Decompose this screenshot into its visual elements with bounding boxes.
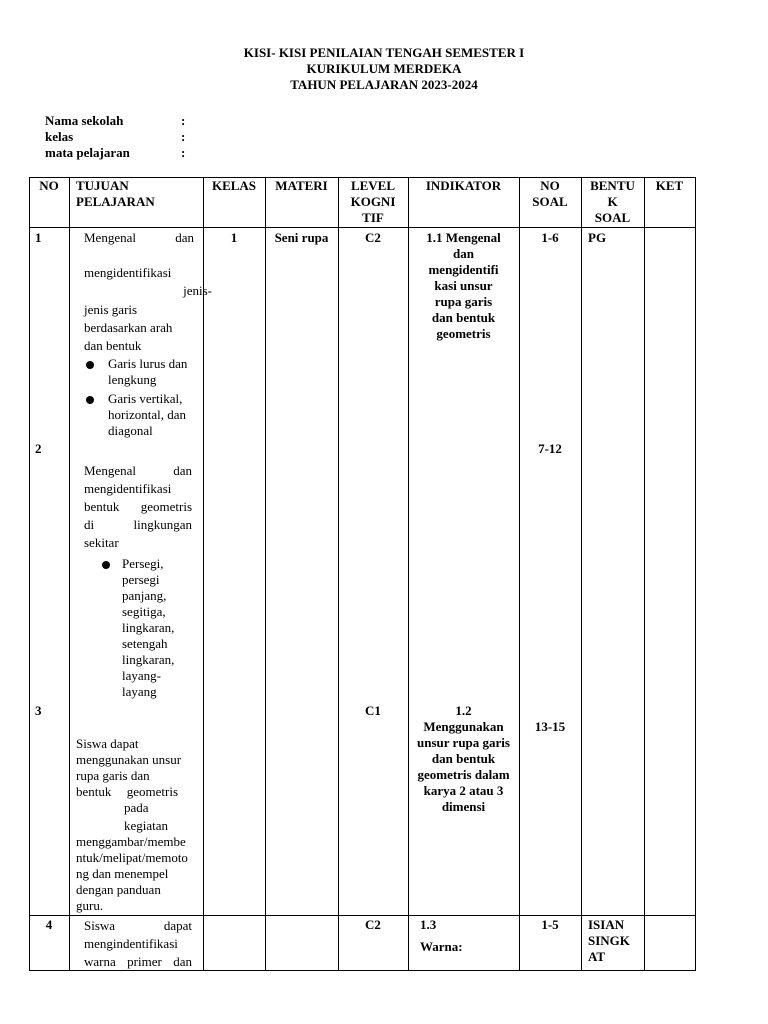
tp4-line — [84, 953, 192, 971]
indikator-line: dan — [453, 246, 474, 261]
row-number: 4 — [45, 917, 53, 932]
column-border — [695, 177, 696, 971]
level-value: C2 — [365, 917, 381, 932]
school-name-row — [45, 113, 191, 129]
tp2-line — [84, 462, 192, 480]
tp1-bullet-line: lengkung — [108, 372, 157, 387]
tp3-line: guru. — [76, 898, 104, 913]
indikator-line: unsur rupa garis — [417, 735, 510, 750]
indikator-1-3 — [420, 917, 463, 955]
indikator-1-1 — [408, 230, 519, 342]
tp2-bullet-line: segitiga, — [122, 604, 166, 619]
tp3-tail-block — [76, 834, 188, 914]
indikator-line: geometris dalam — [417, 767, 510, 782]
bentuk-line: AT — [588, 949, 606, 964]
tp3-line: kegiatan — [124, 818, 169, 833]
header-level-line: KOGNI — [350, 194, 396, 209]
tp2-bullet-line: setengah — [122, 636, 168, 651]
materi-value: Seni rupa — [274, 230, 329, 245]
column-border — [581, 177, 582, 971]
indikator-line: mengidentifi — [428, 262, 499, 277]
tp4-word: warna — [84, 954, 116, 969]
tp1-word: Mengenal — [84, 230, 136, 245]
header-no-soal-line: SOAL — [532, 194, 568, 209]
tp3-text-block — [76, 736, 181, 784]
tp4-line: mengindentifikasi — [84, 936, 178, 951]
tp2-line — [84, 498, 192, 516]
tp2-line: mengidentifikasi — [84, 481, 172, 496]
subject-colon: : — [181, 145, 186, 160]
school-name-label: Nama sekolah — [45, 113, 124, 128]
column-border — [519, 177, 520, 971]
tp4-word: dapat — [163, 918, 192, 933]
tp2-bullet-line: persegi — [122, 572, 160, 587]
tp3-line — [76, 784, 178, 800]
bullet-icon — [86, 361, 94, 369]
tp1-text-block — [84, 301, 172, 355]
header-bentuk-line: SOAL — [594, 210, 631, 225]
indikator-line: dan bentuk — [431, 751, 496, 766]
header-indikator: INDIKATOR — [425, 178, 502, 193]
tp3-line: menggambar/membe — [76, 834, 186, 849]
tp2-line: sekitar — [84, 535, 119, 550]
header-level-kognitif — [338, 178, 408, 226]
tp2-word: dan — [173, 463, 192, 478]
indikator-line: rupa garis — [434, 294, 493, 309]
tp1-bullet-item — [108, 356, 187, 388]
tp2-bullet-line: layang — [122, 684, 157, 699]
tp2-word: geometris — [140, 499, 192, 514]
tp3-line: dengan panduan — [76, 882, 161, 897]
bentuk-line: SINGK — [588, 933, 630, 948]
column-border — [29, 177, 30, 971]
tp2-bullet-line: Persegi, — [122, 556, 164, 571]
tp3-line: ng dan menempel — [76, 866, 169, 881]
indikator-line: 1.1 Mengenal — [426, 230, 501, 245]
tp1-line — [84, 283, 212, 299]
row-number: 2 — [35, 441, 42, 456]
column-border — [265, 177, 266, 971]
bentuk-line: ISIAN — [588, 917, 625, 932]
tp3-word: bentuk — [76, 784, 112, 799]
level-value: C1 — [365, 703, 381, 718]
tp2-word: lingkungan — [133, 517, 192, 532]
tp1-word: jenis- — [183, 283, 212, 298]
column-border — [338, 177, 339, 971]
header-bentuk-line: K — [607, 194, 618, 209]
tp2-word: di — [84, 517, 95, 532]
no-soal-value: 1-5 — [541, 917, 559, 932]
tp1-bullet-item — [108, 391, 186, 439]
tp3-word: geometris — [126, 784, 178, 799]
indikator-line: dan bentuk — [431, 310, 496, 325]
tp1-line: dan bentuk — [84, 338, 142, 353]
tp2-bullet-line: panjang, — [122, 588, 167, 603]
bentuk-soal-value — [588, 917, 630, 965]
tp1-line: mengidentifikasi — [84, 265, 172, 280]
indikator-line: 1.3 — [420, 917, 437, 932]
tp2-text-block — [84, 462, 192, 552]
tp4-line — [84, 917, 192, 935]
tp3-line: rupa garis dan — [76, 768, 150, 783]
tp4-word: dan — [173, 954, 193, 969]
tp3-line: Siswa dapat — [76, 736, 139, 751]
header-bentuk-soal — [581, 178, 644, 226]
school-info — [45, 113, 191, 161]
tp2-word: bentuk — [84, 499, 120, 514]
header-level-line: LEVEL — [350, 178, 396, 193]
tp3-line: ntuk/melipat/memoto — [76, 850, 188, 865]
row-border — [29, 915, 696, 916]
header-level-line: TIF — [362, 210, 384, 225]
subject-row — [45, 145, 191, 161]
header-tujuan-line: PELAJARAN — [76, 194, 155, 209]
header-bentuk-line: BENTU — [590, 178, 635, 193]
tp2-bullet-line: lingkaran, — [122, 652, 175, 667]
tp2-bullet-line: lingkaran, — [122, 620, 175, 635]
row-number: 1 — [35, 230, 42, 245]
row-border — [29, 227, 696, 228]
row-number: 3 — [35, 703, 42, 718]
header-kelas: KELAS — [211, 178, 257, 193]
no-soal-value: 13-15 — [534, 719, 566, 734]
class-label: kelas — [45, 129, 74, 144]
title-line-3: TAHUN PELAJARAN 2023-2024 — [290, 77, 478, 92]
subject-label: mata pelajaran — [45, 145, 130, 160]
document-title — [0, 45, 768, 93]
tp3-line: menggunakan unsur — [76, 752, 182, 767]
tp1-line: berdasarkan arah — [84, 320, 173, 335]
no-soal-value: 7-12 — [538, 441, 562, 456]
tp1-bullet-line: Garis vertikal, — [108, 391, 183, 406]
tp1-bullet-line: horizontal, dan — [108, 407, 186, 422]
assessment-grid-table — [29, 177, 696, 971]
tp4-text-block — [84, 917, 192, 971]
school-name-colon: : — [181, 113, 186, 128]
tp1-line: jenis garis — [84, 302, 138, 317]
title-line-1: KISI- KISI PENILAIAN TENGAH SEMESTER I — [243, 45, 525, 60]
tp2-word: Mengenal — [84, 463, 136, 478]
header-no-soal — [519, 178, 581, 210]
column-border — [69, 177, 70, 971]
indikator-line: kasi unsur — [434, 278, 493, 293]
header-tujuan-pelajaran — [76, 178, 155, 210]
bentuk-soal-value: PG — [588, 230, 607, 245]
tp3-line: pada — [124, 800, 149, 815]
indikator-1-2 — [408, 703, 519, 815]
indikator-line: 1.2 — [455, 703, 472, 718]
indikator-line: Menggunakan — [423, 719, 504, 734]
tp2-bullet-item — [122, 556, 174, 700]
header-no: NO — [39, 178, 59, 193]
tp1-bullet-line: diagonal — [108, 423, 153, 438]
class-row — [45, 129, 191, 145]
kelas-value: 1 — [230, 230, 238, 245]
class-colon: : — [181, 129, 186, 144]
tp2-line — [84, 516, 192, 534]
bullet-icon — [102, 561, 110, 569]
tp1-line — [84, 230, 194, 246]
indikator-line: Warna: — [420, 939, 463, 954]
header-materi: MATERI — [275, 178, 328, 193]
level-value: C2 — [365, 230, 381, 245]
header-tujuan-line: TUJUAN — [76, 178, 129, 193]
column-border — [644, 177, 645, 971]
tp2-bullet-line: layang- — [122, 668, 161, 683]
tp1-bullet-line: Garis lurus dan — [108, 356, 188, 371]
bullet-icon — [86, 396, 94, 404]
indikator-line: karya 2 atau 3 — [423, 783, 504, 798]
header-no-soal-line: NO — [540, 178, 560, 193]
indikator-line: geometris — [436, 326, 491, 341]
header-ket: KET — [655, 178, 684, 193]
tp1-word: dan — [175, 230, 194, 245]
title-line-2: KURIKULUM MERDEKA — [306, 61, 462, 76]
no-soal-value: 1-6 — [541, 230, 559, 245]
indikator-line: dimensi — [441, 799, 486, 814]
tp4-word: Siswa — [84, 918, 116, 933]
tp4-word: primer — [127, 954, 162, 969]
